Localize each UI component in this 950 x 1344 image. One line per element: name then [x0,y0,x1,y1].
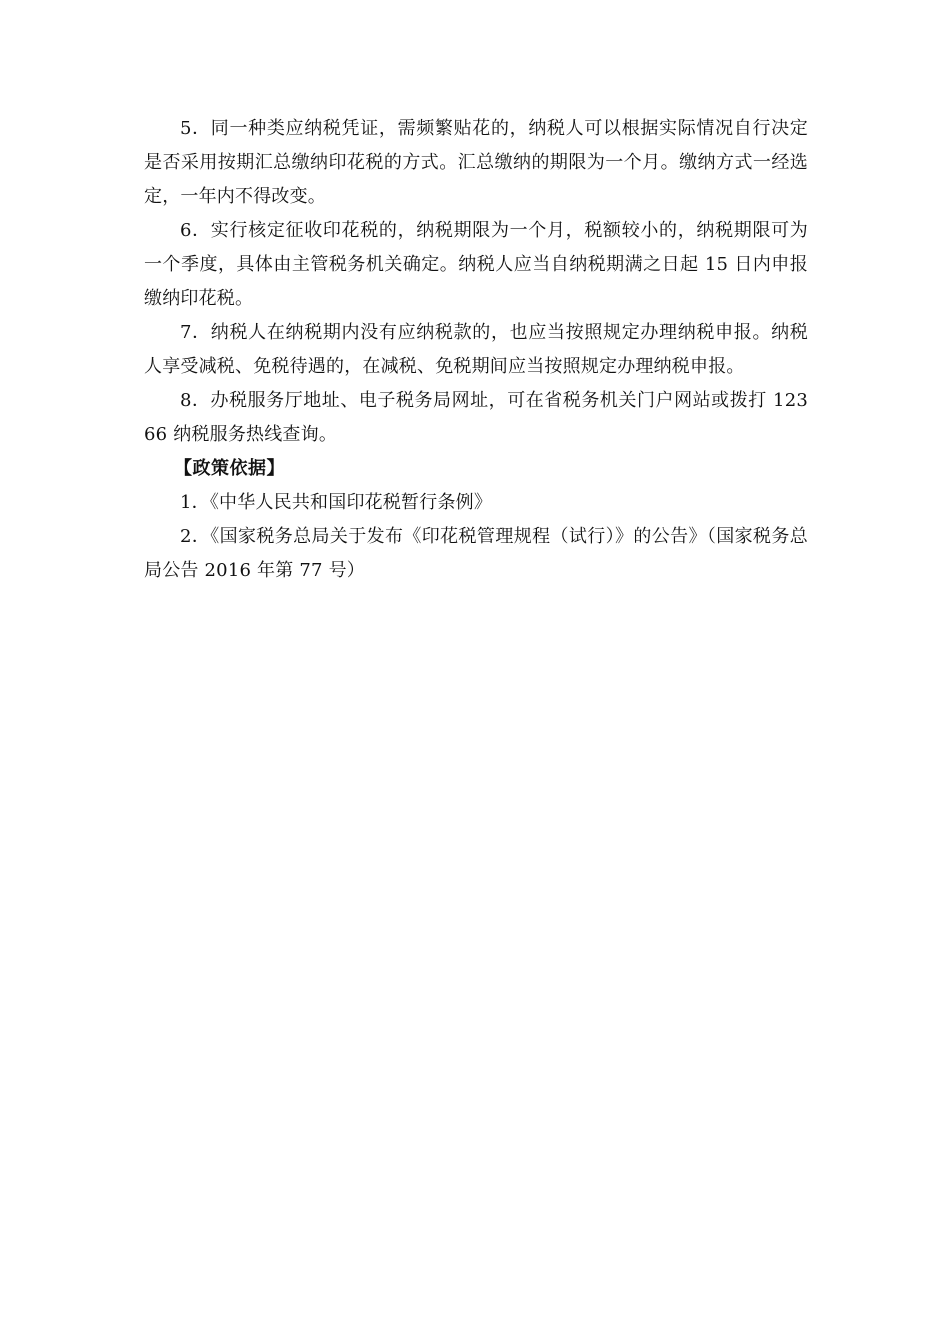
paragraph-item-5: 5．同一种类应纳税凭证，需频繁贴花的，纳税人可以根据实际情况自行决定是否采用按期汇总缴纳印花税的方式。汇总缴纳的期限为一个月。缴纳方式一经选定，一年内不得改变。 [144,118,808,207]
paragraph-item-8: 8．办税服务厅地址、电子税务局网址，可在省税务机关门户网站或拨打 12366 纳税服务热线查询。 [144,390,808,445]
paragraph-item-7: 7．纳税人在纳税期内没有应纳税款的，也应当按照规定办理纳税申报。纳税人享受减税、免税待遇的，在减税、免税期间应当按照规定办理纳税申报。 [144,322,808,377]
document-body [144,112,808,588]
policy-item-2: 2．《国家税务总局关于发布《印花税管理规程（试行）》的公告》（国家税务总局公告 2016 年第 77 号） [144,526,808,581]
policy-item-1: 1．《中华人民共和国印花税暂行条例》 [180,492,493,513]
paragraph-item-6: 6．实行核定征收印花税的，纳税期限为一个月，税额较小的，纳税期限可为一个季度，具体由主管税务机关确定。纳税人应当自纳税期满之日起 15 日内申报缴纳印花税。 [144,220,808,309]
policy-basis-heading: 【政策依据】 [174,458,285,479]
